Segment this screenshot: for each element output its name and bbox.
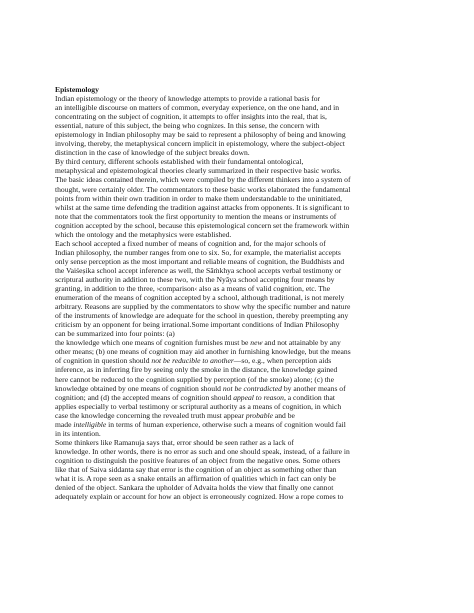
text-line: in its intention. [55, 428, 101, 438]
text-line: note that the commentators took the first opportunity to mention the means or instruments of [55, 211, 337, 221]
text-line: enumeration of the means of cognition accepted by a school, although traditional, is not merely [55, 293, 345, 303]
emphasized-text: not be contradicted [222, 383, 282, 393]
document-body [55, 94, 438, 501]
text-line: of cognition in question should not be reducible to another—so, e.g., when perception aids [55, 356, 332, 366]
emphasized-text: appeal to reason [233, 392, 284, 402]
text-line: knowledge obtained by one means of cognition should not be contradicted by another means of [55, 383, 346, 393]
text-line: Indian philosophy, the number ranges from one to six. So, for example, the materialist accepts [55, 247, 341, 257]
text-line: Indian epistemology or the theory of knowledge attempts to provide a rational basis for [55, 94, 321, 104]
text-line: points from within their own tradition in order to make them understandable to the uninitiated, [55, 193, 343, 203]
text-line: adequately explain or account for how an object is erroneously cognized. How a rope comes to [55, 492, 344, 502]
emphasized-text: new [250, 338, 263, 348]
text-line: arbitrary. Reasons are supplied by the commentators to show why the specific number and nature [55, 302, 351, 312]
text-line: The basic ideas contained therein, which were compiled by the different thinkers into a system of [55, 175, 351, 185]
text-line: denied of the object. Sankara the upholder of Advaita holds the view that finally one cannot [55, 483, 334, 493]
emphasized-text: intelligible [73, 419, 107, 429]
text-line: like that of Saiva siddanta say that error is the cognition of an object as something other than [55, 464, 337, 474]
text-line: the knowledge which one means of cognition furnishes must be new and not attainable by any [55, 338, 341, 348]
text-line: cognition; and (d) the accepted means of cognition should appeal to reason, a condition that [55, 392, 336, 402]
text-line: epistemology in Indian philosophy may be said to represent a philosophy of being and knowing [55, 130, 346, 140]
text-line: essential, nature of this subject, the being who cognizes. In this sense, the concern with [55, 121, 320, 131]
text-line: By third century, different schools established with their fundamental ontological, [55, 157, 304, 167]
text-line: metaphysical and epistemological theories clearly summarized in their respective basic works. [55, 166, 342, 176]
text-line: knowledge. In other words, there is no error as such and one should speak, instead, of a failure in [55, 446, 350, 456]
text-line: can be summarized into four points: (a) [55, 329, 175, 339]
text-line: of the instruments of knowledge are adequate for the school in question, thereby preempting any [55, 311, 349, 321]
text-line: which the ontology and the metaphysics were established. [55, 229, 232, 239]
text-line: criticism by an opponent for being irrational.Some important conditions of Indian Philosophy [55, 320, 340, 330]
text-line: the Vaiśeṣika school accept inference as well, the Sāṁkhya school accepts verbal testimony or [55, 265, 342, 275]
text-line: an intelligible discourse on matters of common, everyday experience, on the one hand, and in [55, 103, 340, 113]
text-line: what it is. A rope seen as a snake entails an affirmation of qualities which in fact can only be [55, 474, 336, 484]
text-line: other means; (b) one means of cognition may aid another in furnishing knowledge, but the means [55, 347, 351, 357]
emphasized-text: not be reducible to another [151, 356, 234, 366]
text-line: thought, were certainly older. The commentators to these basic works elaborated the fundamental [55, 184, 351, 194]
text-line: case the knowledge concerning the revealed truth must appear probable and be [55, 410, 295, 420]
section-title: Epistemology [55, 85, 99, 94]
text-line: whilst at the same time defending the tradition against attacks from opponents. It is significant to [55, 202, 350, 212]
text-line: concentrating on the subject of cognition, it attempts to offer insights into the real, that is, [55, 112, 327, 122]
text-line: Some thinkers like Ramanuja says that, error should be seen rather as a lack of [55, 437, 294, 447]
text-line: inference, as in inferring fire by seeing only the smoke in the distance, the knowledge gained [55, 365, 338, 375]
text-line: involving, thereby, the metaphysical concern implicit in epistemology, where the subject-object [55, 139, 345, 149]
text-line: distinction in the case of knowledge of the subject breaks down. [55, 148, 250, 158]
text-line: Each school accepted a fixed number of means of cognition and, for the major schools of [55, 238, 326, 248]
text-line: scriptural authority in addition to these two, with the Nyāya school accepting four means by [55, 274, 335, 284]
text-line: applies especially to verbal testimony or scriptural authority as a means of cognition, in which [55, 401, 342, 411]
text-line: cognition accepted by the school, because this epistemological concern set the framework within [55, 220, 350, 230]
emphasized-text: probable [245, 410, 273, 420]
text-line: made intelligible in terms of human experience, otherwise such a means of cognition would fail [55, 419, 346, 429]
text-line: granting, in addition to the three, ›comparison‹ also as a means of valid cognition, etc. The [55, 284, 331, 294]
text-line: only sense perception as the most important and reliable means of cognition, the Buddhists and [55, 256, 345, 266]
text-line: cognition to distinguish the positive features of an object from the negative ones. Some others [55, 455, 341, 465]
text-line: here cannot be reduced to the cognition supplied by perception (of the smoke) alone; (c) the [55, 374, 334, 384]
